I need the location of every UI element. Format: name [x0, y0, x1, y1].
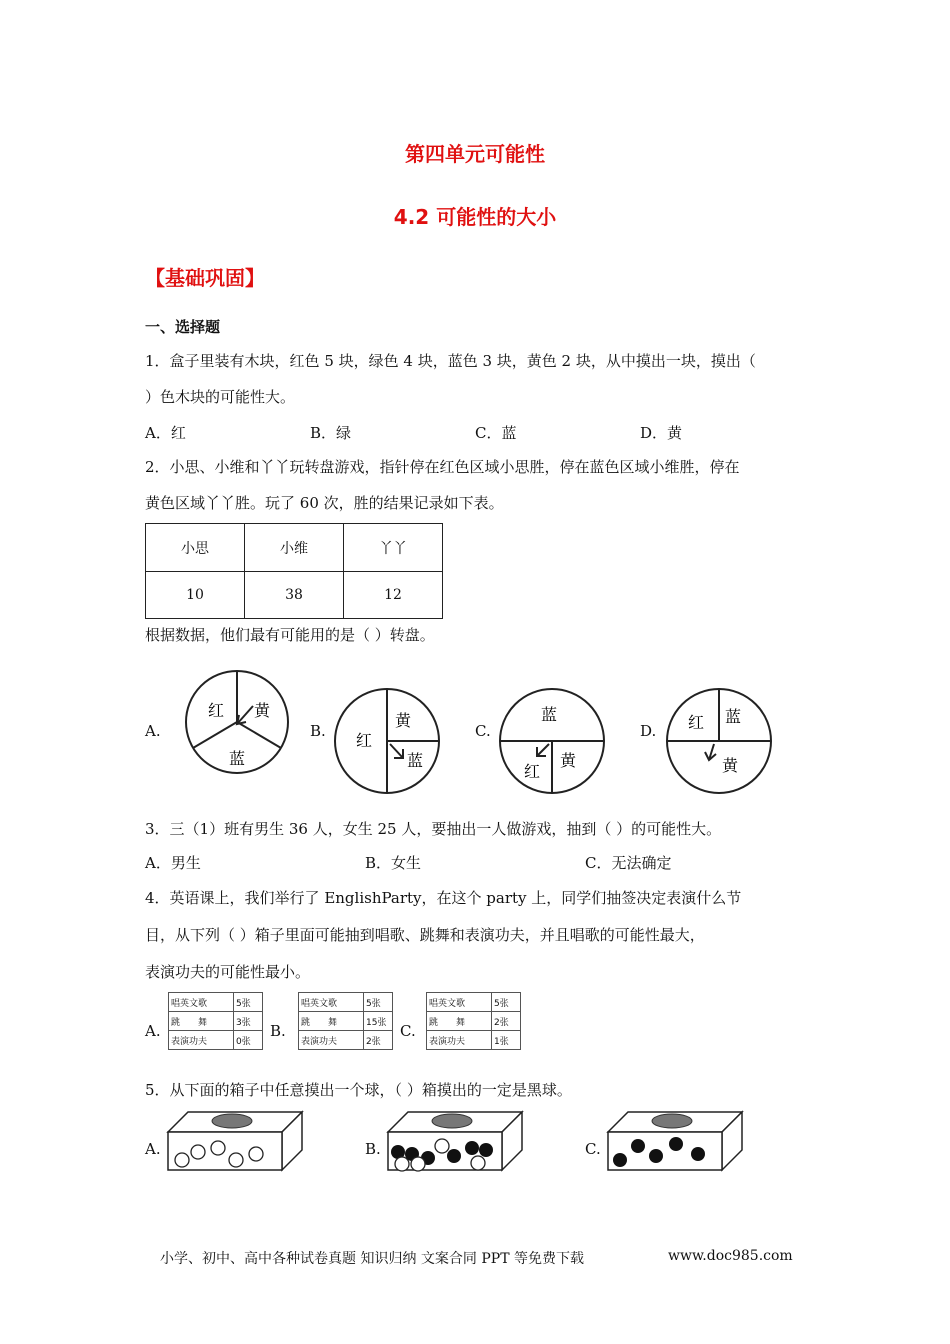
q3-line1: 3．三（1）班有男生 36 人，女生 25 人，要抽出一人做游戏，抽到（ ）的可能性大。: [145, 820, 722, 838]
part-heading: 一、选择题: [145, 318, 221, 336]
mini-cell: 5张: [364, 993, 393, 1012]
q4-line1: 4．英语课上，我们举行了 EnglishParty，在这个 party 上，同学们抽签决定表演什么节: [145, 889, 742, 907]
q1-line1: 1．盒子里装有木块，红色 5 块，绿色 4 块，蓝色 3 块，黄色 2 块，从中摸出一块，摸出（: [145, 352, 756, 370]
q3-option-c[interactable]: C．无法确定: [585, 854, 672, 872]
page-subtitle: 4.2 可能性的大小: [393, 205, 557, 229]
q2-option-b[interactable]: B.: [310, 722, 326, 740]
table-value-cell: 38: [245, 572, 344, 619]
mini-cell: 5张: [234, 993, 263, 1012]
page-title: 第四单元可能性: [405, 142, 545, 166]
spinner-d-label-yellow: 黄: [722, 756, 739, 775]
spinner-b-label-blue: 蓝: [407, 751, 424, 770]
q2-option-c[interactable]: C.: [475, 722, 491, 740]
table-value-cell: 10: [146, 572, 245, 619]
spinner-a-label-red: 红: [208, 701, 225, 720]
mini-cell: 1张: [492, 1031, 521, 1050]
q1-line2: ）色木块的可能性大。: [145, 388, 296, 406]
section-heading: 【基础巩固】: [145, 266, 265, 290]
q4-line3: 表演功夫的可能性最小。: [145, 963, 311, 981]
q4-option-b[interactable]: B.: [270, 1022, 286, 1040]
box-b: [386, 1108, 526, 1172]
table-header-cell: 小维: [245, 524, 344, 572]
q4-option-a[interactable]: A.: [145, 1022, 161, 1040]
mini-cell: 唱英文歌: [299, 993, 364, 1012]
q3-option-b[interactable]: B．女生: [365, 854, 422, 872]
spinner-a-label-yellow: 黄: [254, 701, 271, 720]
q1-option-a[interactable]: A．红: [145, 424, 186, 442]
spinner-a-label-blue: 蓝: [229, 749, 246, 768]
q2-option-d[interactable]: D.: [640, 722, 657, 740]
q2-line2: 黄色区域丫丫胜。玩了 60 次，胜的结果记录如下表。: [145, 494, 504, 512]
q2-option-a[interactable]: A.: [145, 722, 161, 740]
spinner-c: [497, 686, 607, 796]
q2-line1: 2．小思、小维和丫丫玩转盘游戏，指针停在红色区域小思胜，停在蓝色区域小维胜，停在: [145, 458, 740, 476]
mini-cell: 15张: [364, 1012, 393, 1031]
spinner-c-label-yellow: 黄: [560, 751, 577, 770]
q1-option-b[interactable]: B．绿: [310, 424, 352, 442]
box-a: [166, 1108, 306, 1172]
q4-table-b: [298, 992, 393, 1050]
mini-cell: 表演功夫: [169, 1031, 234, 1050]
footer-text: 小学、初中、高中各种试卷真题 知识归纳 文案合同 PPT 等免费下载: [160, 1251, 584, 1267]
mini-cell: 0张: [234, 1031, 263, 1050]
mini-cell: 5张: [492, 993, 521, 1012]
spinner-d: [664, 686, 774, 796]
spinner-d-label-blue: 蓝: [725, 707, 742, 726]
mini-cell: 跳 舞: [169, 1012, 234, 1031]
table-value-cell: 12: [344, 572, 443, 619]
q1-option-c[interactable]: C．蓝: [475, 424, 517, 442]
spinner-c-label-red: 红: [524, 762, 541, 781]
q5-option-a[interactable]: A.: [145, 1140, 161, 1158]
mini-cell: 表演功夫: [427, 1031, 492, 1050]
q1-option-d[interactable]: D．黄: [640, 424, 683, 442]
q4-table-a: [168, 992, 263, 1050]
q2-question: 根据数据，他们最有可能用的是（ ）转盘。: [145, 626, 435, 644]
mini-cell: 跳 舞: [427, 1012, 492, 1031]
table-header-cell: 小思: [146, 524, 245, 572]
spinner-c-label-blue: 蓝: [541, 705, 558, 724]
spinner-b-label-red: 红: [356, 731, 373, 750]
mini-cell: 唱英文歌: [169, 993, 234, 1012]
q4-line2: 目，从下列（ ）箱子里面可能抽到唱歌、跳舞和表演功夫，并且唱歌的可能性最大，: [145, 926, 705, 944]
footer-site-link[interactable]: www.doc985.com: [668, 1248, 793, 1264]
mini-cell: 唱英文歌: [427, 993, 492, 1012]
q3-option-a[interactable]: A．男生: [145, 854, 201, 872]
table-header-cell: 丫丫: [344, 524, 443, 572]
q5-option-c[interactable]: C.: [585, 1140, 601, 1158]
spinner-d-label-red: 红: [688, 713, 705, 732]
spinner-a: [183, 668, 291, 776]
mini-cell: 表演功夫: [299, 1031, 364, 1050]
mini-cell: 2张: [492, 1012, 521, 1031]
q5-line1: 5．从下面的箱子中任意摸出一个球，（ ）箱摸出的一定是黑球。: [145, 1081, 572, 1099]
box-c: [606, 1108, 746, 1172]
mini-cell: 2张: [364, 1031, 393, 1050]
q5-option-b[interactable]: B.: [365, 1140, 381, 1158]
spinner-b-label-yellow: 黄: [395, 711, 412, 730]
q4-option-c[interactable]: C.: [400, 1022, 416, 1040]
q4-table-c: [426, 992, 521, 1050]
q2-result-table: [145, 523, 443, 619]
mini-cell: 3张: [234, 1012, 263, 1031]
spinner-b: [332, 686, 442, 796]
mini-cell: 跳 舞: [299, 1012, 364, 1031]
